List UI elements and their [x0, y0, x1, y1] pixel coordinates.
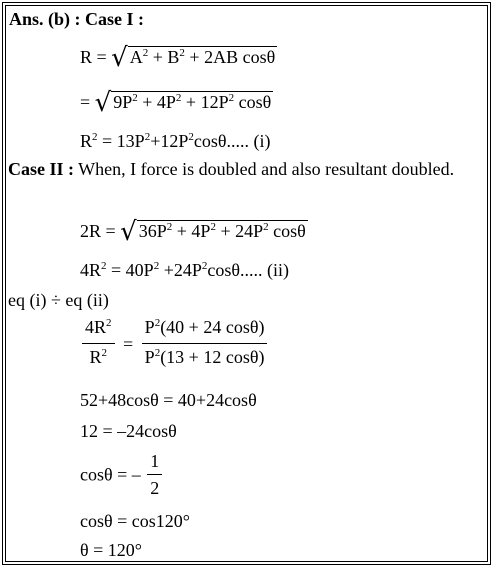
case2-statement: [8, 158, 488, 180]
case2-label: Case II :: [8, 159, 74, 179]
answer-heading: Ans. (b) : Case I :: [9, 9, 144, 29]
case2-text: When, I force is doubled and also resultant doubled.: [74, 159, 455, 179]
ratio-label: eq (i) ÷ eq (ii): [8, 290, 109, 310]
step-5: θ = 120°: [80, 540, 142, 560]
half-fraction: $\frac{1}{2}$: [147, 450, 162, 499]
rhs-fraction: $\frac{P^2(40 + 24 \cos\theta)}{P^2(13 + 12 \cos\theta)}$: [142, 316, 268, 371]
step-2: 12 = –24cosθ: [80, 421, 177, 441]
sqrt-symbol: √ $A^2 + B^2 + 2AB$ cosθ: [111, 43, 276, 73]
ratio-equation: $\frac{4R^2}{R^2}$ = $\frac{P^2(40 + 24 \cos\theta)}{P^2(13 + 12 \cos\theta)}$: [82, 316, 267, 371]
equation-i: $R^2 = 13P^2+12P^2\cos\theta$..... (i): [80, 131, 271, 151]
step-1: 52+48cosθ = 40+24cosθ: [80, 390, 257, 410]
case1-substituted-formula: = √ $9P^2 + 4P^2 + 12P^2$ cosθ: [80, 88, 272, 118]
case2-resultant-formula: 2R = √ $36P^2 + 4P^2 + 24P^2$ cosθ: [80, 217, 306, 247]
case1-resultant-formula: [80, 44, 277, 71]
equation-ii: $4R^2 = 40P^2 +24P^2\cos\theta$..... (ii): [80, 260, 289, 280]
case1-r-lhs: R =: [80, 47, 107, 67]
step-3: cosθ = – $\frac{1}{2}$: [80, 450, 162, 499]
lhs-fraction: $\frac{4R^2}{R^2}$: [82, 316, 115, 371]
sqrt-symbol: √ $9P^2 + 4P^2 + 12P^2$ cosθ: [94, 88, 272, 118]
step-4: cosθ = cos120°: [80, 511, 190, 531]
sqrt-symbol: √ $36P^2 + 4P^2 + 24P^2$ cosθ: [120, 217, 306, 247]
